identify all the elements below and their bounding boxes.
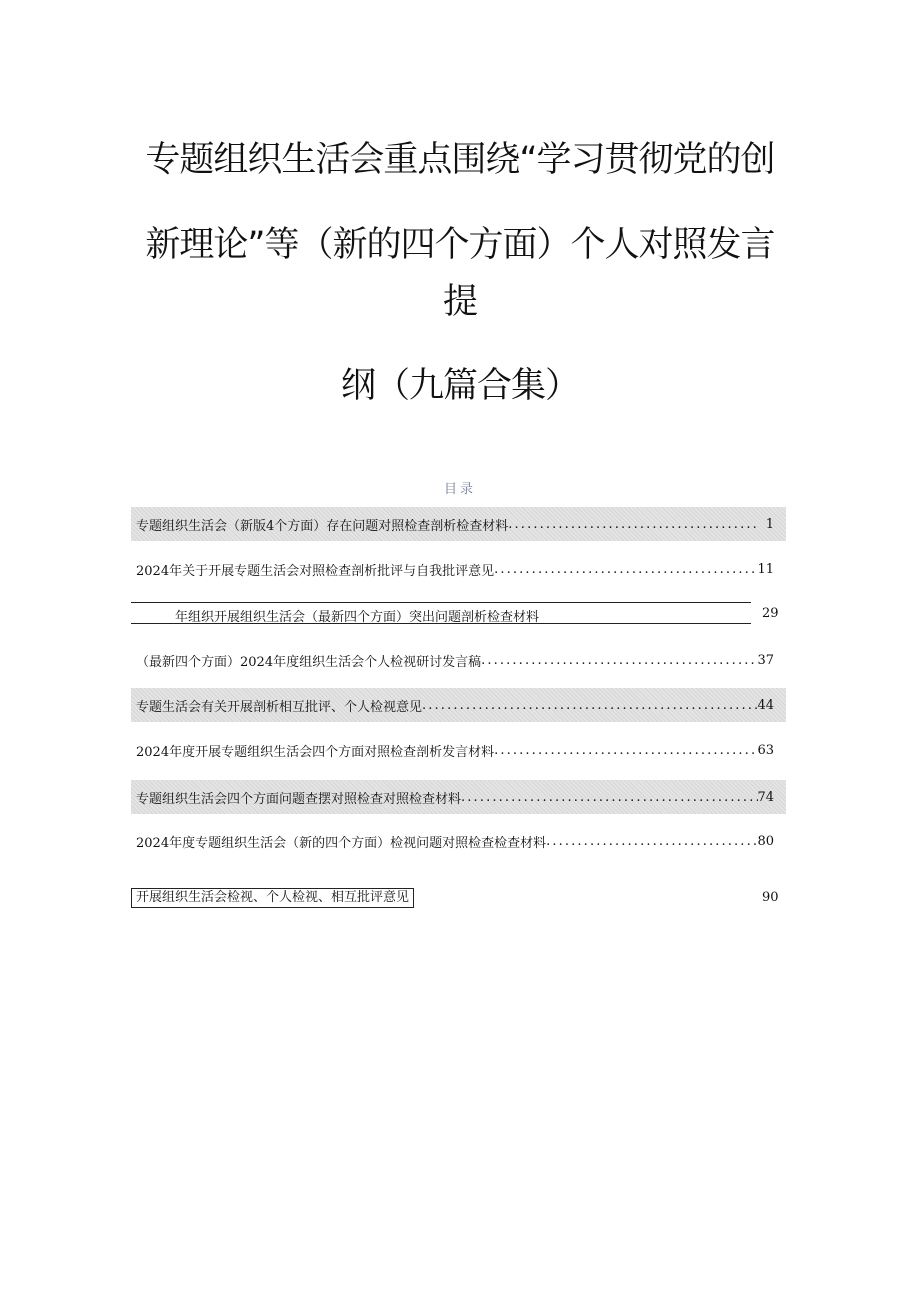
toc-entry-text: 2024年度专题组织生活会（新的四个方面）检视问题对照检查检查材料 [136,835,547,851]
toc-entry-2[interactable] [131,552,786,586]
toc-entry-text: 2024年关于开展专题生活会对照检查剖析批评与自我批评意见 [136,563,495,579]
toc-entry-9-page: 90 [762,890,779,905]
toc-entry-page: 80 [757,833,774,849]
leader-dots [422,698,758,713]
toc-entry-3-page: 29 [762,606,779,621]
toc-entry-text: 专题组织生活会四个方面问题查摆对照检查对照检查材料 [136,791,462,807]
leader-dots [461,790,758,805]
toc-entry-4[interactable] [131,643,786,677]
leader-dots [494,743,758,758]
toc-entry-text: 2024年度开展专题组织生活会四个方面对照检查剖析发言材料 [136,744,495,760]
toc-entry-page: 63 [757,742,774,758]
toc-entry-3[interactable]: 年组织开展组织生活会（最新四个方面）突出问题剖析检查材料 [175,610,540,625]
toc-entry-6[interactable] [131,733,786,767]
leader-dots [481,653,758,668]
toc-entry-1[interactable] [131,507,786,541]
toc-entry-8[interactable] [131,824,786,858]
toc-entry-page: 1 [765,516,774,532]
toc-entry-5[interactable] [131,688,786,722]
toc-entry-page: 11 [757,561,774,577]
document-title-line-1: 专题组织生活会重点围绕“学习贯彻党的创 [145,140,775,180]
toc-heading: 目录 [443,482,476,497]
document-title-line-4: 纲（九篇合集） [340,366,579,406]
toc-entry-page: 74 [757,789,774,805]
document-title-line-2: 新理论”等（新的四个方面）个人对照发言 [145,225,775,265]
leader-dots [494,562,758,577]
toc-entry-text: 专题生活会有关开展剖析相互批评、个人检视意见 [136,699,423,715]
toc-entry-text: 专题组织生活会（新版4个方面）存在问题对照检查剖析检查材料 [136,518,509,534]
leader-dots [546,834,758,849]
toc-entry-page: 37 [757,652,774,668]
toc-entry-page: 44 [757,697,774,713]
document-title-line-3: 提 [442,282,477,322]
toc-entry-7[interactable] [131,780,786,814]
toc-entry-text: （最新四个方面）2024年度组织生活会个人检视研讨发言稿 [136,654,482,670]
toc-entry-9[interactable]: 开展组织生活会检视、个人检视、相互批评意见 [131,888,414,908]
leader-dots [508,517,758,532]
